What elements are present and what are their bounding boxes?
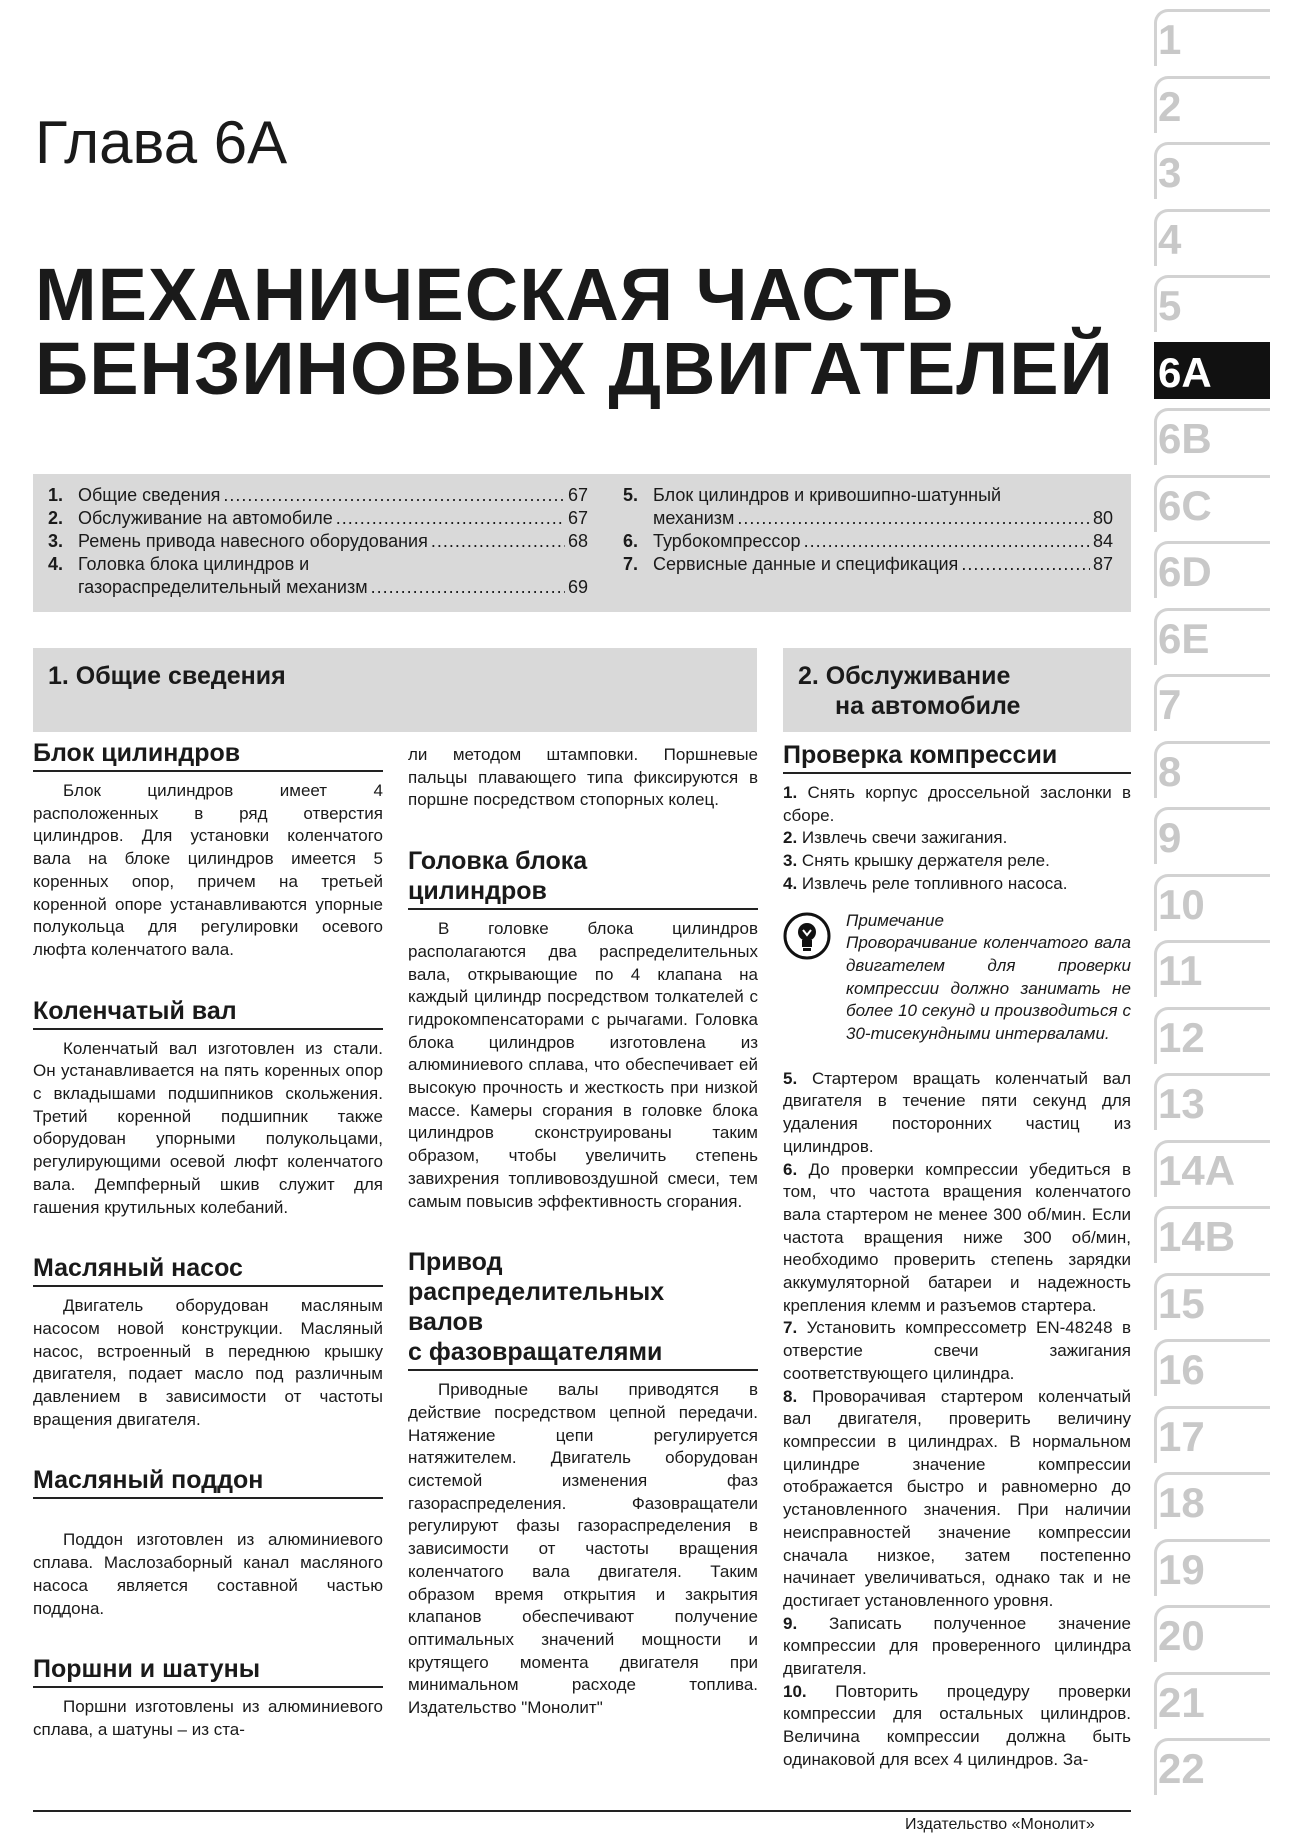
chapter-label: Глава 6А (35, 109, 288, 176)
toc-entry-text: Обслуживание на автомобиле (78, 508, 333, 528)
subheading-compression-check: Проверка компрессии (783, 740, 1131, 774)
toc-entry-text: Головка блока цилиндров и (78, 554, 310, 574)
chapter-tab-label: 18 (1158, 1479, 1205, 1526)
chapter-tab-10[interactable] (1150, 871, 1270, 933)
paragraph-pistons-continued: ли методом штамповки. Поршневые пальцы плавающего типа фиксируются в поршне посредством стопорных колец. (408, 745, 758, 810)
step-text: Снять крышку держателя реле. (801, 851, 1050, 871)
section-1-heading (33, 648, 757, 732)
toc-entry-number: 6. (623, 531, 639, 551)
chapter-tab-22[interactable] (1150, 1735, 1270, 1797)
paragraph-cylinder-head: В головке блока цилиндров располагаются два распределительных вала, открывающие по 4 клапана на каждый цилиндр посредством толкателей с гидрокомпенсаторами с рычагами. Головка блока цилиндров изготовлена из алюминиевого сплава, что обеспечивает ей высокую прочность и жесткость при низкой массе. Камеры сгорания в головке блока цилиндров сконструированы таким образом, чтобы увеличить степень завихрения топливовоздушной смеси, тем самым повысив эффективность сгорания. (408, 919, 758, 1211)
toc-entry-page: 87 (1092, 554, 1113, 574)
toc-entry-text: Турбокомпрессор (653, 531, 801, 551)
chapter-tab-16[interactable] (1150, 1336, 1270, 1398)
toc-leader-dots (804, 530, 1090, 553)
toc-leader-dots (961, 553, 1090, 576)
toc-leader-dots (431, 530, 565, 553)
step-number: 2. (783, 828, 798, 848)
paragraph-block: Блок цилиндров имеет 4 расположенных в ряд отверстия цилиндров. Для установки коленчатого вала на блоке цилиндров имеется 5 коренных опор, причем на третьей коренной опоре устанавливаются упорные полукольца для регулировки осевого люфта коленчатого вала. (33, 781, 383, 959)
chapter-tab-label: 14A (1158, 1146, 1236, 1194)
step-text: Повторить процедуру проверки компрессии для остальных цилиндров. Величина компрессии должна быть одинаковой для всех 4 цилиндров. За- (783, 1681, 1131, 1769)
toc-leader-dots (737, 507, 1090, 530)
chapter-tab-7[interactable] (1150, 671, 1270, 733)
toc-entry (48, 553, 588, 576)
step-text: Снять корпус дроссельной заслонки в сборе. (783, 783, 1131, 825)
chapter-tab-label: 14B (1158, 1213, 1236, 1260)
toc-entry-page: 67 (567, 485, 588, 505)
chapter-tab-2[interactable] (1150, 73, 1270, 135)
chapter-tab-label: 12 (1158, 1013, 1205, 1061)
subheading-camshaft-drive-line-3: валов (408, 1308, 484, 1337)
toc-entry (623, 553, 1113, 576)
chapter-tab-17[interactable] (1150, 1403, 1270, 1465)
chapter-tab-label: 1 (1158, 16, 1182, 63)
step-item (783, 1068, 1131, 1159)
subheading-camshaft-drive-line-1: Привод (408, 1248, 503, 1277)
toc-entry-number (623, 507, 653, 530)
section-2-heading-line-2: на автомобиле (835, 692, 1021, 720)
subheading-cylinder-head (408, 846, 758, 910)
toc-entry (623, 507, 1113, 530)
chapter-tab-label: 21 (1158, 1678, 1205, 1726)
chapter-tab-label: 10 (1158, 880, 1205, 928)
paragraph-oil-pan: Поддон изготовлен из алюминиевого сплава. Маслозаборный канал масляного насоса является составной частью поддона. (33, 1530, 383, 1618)
paragraph-pistons: Поршни изготовлены из алюминиевого сплава, а шатуны – из ста- (33, 1697, 383, 1739)
column-left (33, 738, 383, 1742)
toc-entry-text: газораспределительный механизм (78, 577, 368, 597)
step-item (783, 873, 1131, 896)
title-line-2: БЕНЗИНОВЫХ ДВИГАТЕЛЕЙ (35, 327, 1114, 410)
step-text: До проверки компрессии убедиться в том, что частота вращения коленчатого вала стартером не менее 300 об/мин. Если частота вращения ниже 300 об/мин, необходимо проверить степень зарядки аккумуляторной батареи и надежность крепления клемм и разъемов стартера. (783, 1159, 1131, 1315)
chapter-tab-5[interactable] (1150, 272, 1270, 334)
chapter-tab-13[interactable] (1150, 1070, 1270, 1132)
step-text: Записать полученное значение компрессии для проверенного цилиндра двигателя. (783, 1613, 1131, 1679)
chapter-tab-9[interactable] (1150, 804, 1270, 866)
step-number: 10. (783, 1681, 807, 1701)
chapter-tab-label: 8 (1158, 747, 1182, 795)
section-1-heading-text: 1. Общие сведения (48, 662, 286, 690)
chapter-tab-20[interactable] (1150, 1602, 1270, 1664)
toc-entry-page: 84 (1092, 531, 1113, 551)
toc-entry (623, 530, 1113, 553)
toc-left-column (48, 484, 588, 599)
section-2-heading-line-1: 2. Обслуживание (798, 662, 1011, 690)
toc-entry-number (48, 576, 78, 599)
chapter-tab-11[interactable] (1150, 937, 1270, 999)
chapter-tab-label: 6C (1158, 481, 1212, 529)
toc-entry (48, 576, 588, 599)
chapter-tab-label: 6A (1158, 348, 1212, 396)
page-title (35, 253, 1114, 410)
chapter-tab-6c[interactable] (1150, 472, 1270, 534)
step-number: 5. (783, 1068, 798, 1088)
chapter-tab-19[interactable] (1150, 1536, 1270, 1598)
step-text: Стартером вращать коленчатый вал двигателя в течение пяти секунд для удаления посторонних частиц из цилиндров. (783, 1068, 1131, 1156)
step-item (783, 1159, 1131, 1318)
step-number: 6. (783, 1159, 798, 1179)
chapter-tab-14a[interactable] (1150, 1137, 1270, 1199)
note-title: Примечание (846, 910, 944, 930)
chapter-tab-label: 4 (1158, 215, 1182, 263)
toc-entry-page: 67 (567, 508, 588, 528)
title-line-1: МЕХАНИЧЕСКАЯ ЧАСТЬ (35, 253, 955, 336)
subheading-pistons: Поршни и шатуны (33, 1654, 383, 1688)
toc-entry-page: 80 (1092, 508, 1113, 528)
chapter-tab-label: 13 (1158, 1080, 1205, 1127)
paragraph-crankshaft: Коленчатый вал изготовлен из стали. Он устанавливается на пять коренных опор с вкладышами подшипников скольжения. Третий коренной подшипник также оборудован упорными полукольцами, регулирующими осевой люфт коленчатого вала. Демпферный шкив служит для гашения крутильных колебаний. (33, 1038, 383, 1217)
chapter-tab-label: 3 (1158, 149, 1182, 196)
chapter-tab-label: 19 (1158, 1545, 1205, 1593)
subheading-block: Блок цилиндров (33, 738, 383, 772)
toc-entry-text: Блок цилиндров и кривошипно-шатунный (653, 485, 1002, 505)
subheading-camshaft-drive-line-2: распределительных (408, 1278, 665, 1307)
subheading-crankshaft: Коленчатый вал (33, 996, 383, 1030)
toc-entry-number: 5. (623, 485, 639, 505)
step-number: 4. (783, 873, 798, 893)
step-number: 3. (783, 851, 798, 871)
step-item (783, 827, 1131, 850)
chapter-tab-label: 11 (1158, 947, 1203, 994)
subheading-camshaft-drive-line-4: с фазовращателями (408, 1338, 663, 1367)
subheading-oil-pump: Масляный насос (33, 1253, 383, 1287)
note-box (783, 910, 1131, 1046)
step-item (783, 1317, 1131, 1385)
steps-list-a (783, 782, 1131, 896)
toc-leader-dots (336, 507, 565, 530)
table-of-contents (33, 474, 1131, 612)
subheading-cylinder-head-line-1: Головка блока (408, 847, 588, 876)
chapter-tab-1[interactable] (1150, 6, 1270, 68)
chapter-tab-21[interactable] (1150, 1669, 1270, 1731)
step-text: Проворачивая стартером коленчатый вал двигателя, проверить величину компрессии в цилиндрах. В нормальном цилиндре значение компрессии отображается быстро и равномерно до установленного значения. При наличии неисправностей значение компрессии сначала низкое, затем постепенно начинает увеличиваться, однако так и не достигает установленного уровня. (783, 1386, 1131, 1610)
chapter-tab-label: 6E (1158, 614, 1210, 662)
subheading-cylinder-head-line-2: цилиндров (408, 877, 547, 906)
paragraph-oil-pump: Двигатель оборудован масляным насосом новой конструкции. Масляный насос, встроенный в переднюю крышку двигателя, подает масло под различным давлением в зависимости от частоты вращения двигателя. (33, 1296, 383, 1429)
footer-divider (33, 1810, 1131, 1812)
chapter-tab-15[interactable] (1150, 1270, 1270, 1332)
toc-entry (48, 484, 588, 507)
chapter-tab-8[interactable] (1150, 738, 1270, 800)
step-text: Установить компрессометр EN-48248 в отверстие свечи зажигания соответствующего цилиндра. (783, 1318, 1131, 1383)
paragraph-camshaft-drive: Приводные валы приводятся в действие посредством цепной передачи. Натяжение цепи регулируется натяжителем. Двигатель оборудован системой изменения фаз газораспределения. Фазовращатели регулируют фазы газораспределения в зависимости от частоты вращения коленчатого вала двигателя. Таким образом время открытия и закрытия клапанов обеспечивают получение оптимальных значений мощности и крутящего момента двигателя при минимальном расходе топлива. Издательство "Монолит" (408, 1380, 758, 1718)
toc-right-column (623, 484, 1113, 576)
column-middle (408, 744, 758, 1720)
chapter-tab-label: 9 (1158, 814, 1182, 861)
warning-bulb-icon (783, 912, 831, 960)
chapter-tab-6e[interactable] (1150, 605, 1270, 667)
chapter-tab-label: 2 (1158, 82, 1182, 130)
step-item (783, 850, 1131, 873)
toc-entry-page: 69 (567, 577, 588, 597)
subheading-camshaft-drive (408, 1247, 758, 1371)
step-text: Извлечь свечи зажигания. (801, 828, 1008, 848)
chapter-tab-6b[interactable] (1150, 405, 1270, 467)
step-item (783, 782, 1131, 827)
step-number: 9. (783, 1613, 798, 1633)
chapter-tab-label: 7 (1158, 681, 1182, 728)
step-text: Извлечь реле топливного насоса. (801, 873, 1068, 893)
chapter-tab-label: 15 (1158, 1279, 1205, 1327)
chapter-tab-label: 17 (1158, 1412, 1205, 1460)
chapter-tab-4[interactable] (1150, 206, 1270, 268)
chapter-tab-3[interactable] (1150, 139, 1270, 201)
toc-entry-text: Ремень привода навесного оборудования (78, 531, 428, 551)
steps-list-b (783, 1068, 1131, 1772)
note-text: Проворачивание коленчатого вала двигателем для проверки компрессии должно занимать не более 10 секунд и производиться с 30-тисекундными интервалами. (846, 933, 1131, 1044)
toc-leader-dots (371, 576, 565, 599)
subheading-oil-pan: Масляный поддон (33, 1465, 383, 1499)
step-item (783, 1681, 1131, 1772)
toc-entry-number: 4. (48, 554, 64, 574)
chapter-tab-label: 16 (1158, 1346, 1205, 1393)
chapter-tab-6a[interactable] (1150, 339, 1270, 401)
step-item (783, 1386, 1131, 1613)
toc-entry-text: Общие сведения (78, 485, 221, 505)
chapter-tab-18[interactable] (1150, 1469, 1270, 1531)
chapter-tab-label: 22 (1158, 1745, 1205, 1792)
toc-entry-number: 7. (623, 554, 639, 574)
step-number: 1. (783, 783, 798, 802)
chapter-tab-label: 20 (1158, 1612, 1205, 1659)
footer-publisher: Издательство «Монолит» (905, 1816, 1095, 1833)
toc-entry-number: 1. (48, 485, 64, 505)
toc-entry (623, 484, 1113, 507)
toc-entry-number: 3. (48, 531, 64, 551)
toc-entry-number: 2. (48, 508, 64, 528)
toc-entry (48, 530, 588, 553)
chapter-tab-12[interactable] (1150, 1004, 1270, 1066)
step-item (783, 1613, 1131, 1681)
toc-entry-text: механизм (653, 508, 735, 528)
toc-entry-page: 68 (567, 531, 588, 551)
chapter-tab-label: 5 (1158, 282, 1182, 329)
chapter-tab-14b[interactable] (1150, 1203, 1270, 1265)
toc-entry-text: Сервисные данные и спецификация (653, 554, 959, 574)
chapter-tab-label: 6B (1158, 415, 1212, 462)
step-number: 7. (783, 1318, 798, 1338)
chapter-tab-label: 6D (1158, 548, 1212, 595)
chapter-tab-6d[interactable] (1150, 538, 1270, 600)
column-right (783, 740, 1131, 1772)
section-2-heading (783, 648, 1131, 732)
toc-leader-dots (223, 484, 565, 507)
step-number: 8. (783, 1386, 798, 1406)
toc-entry (48, 507, 588, 530)
